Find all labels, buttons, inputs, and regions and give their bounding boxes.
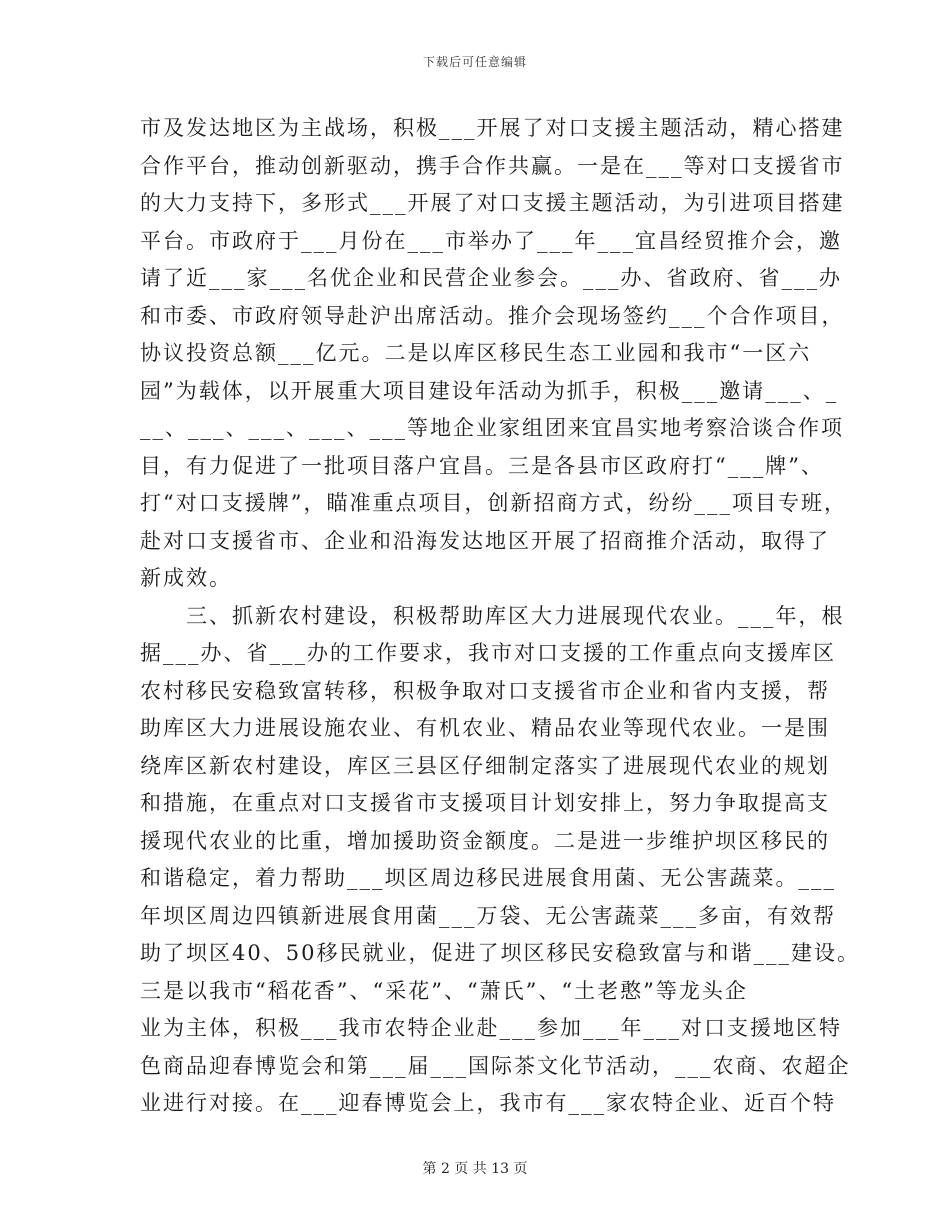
text-line: 园”为载体，以开展重大项目建设年活动为抓手，积极___邀请___、_ <box>140 378 839 403</box>
text-line: 三是以我市“稻花香”、“采花”、“萧氏”、“土老憨”等龙头企 <box>140 978 748 1003</box>
text-line: 和措施，在重点对口支援省市支援项目计划安排上，努力争取提高支 <box>140 791 830 815</box>
text-line: 援现代农业的比重，增加援助资金额度。二是进一步维护坝区移民的 <box>140 828 830 853</box>
text-line: 业为主体，积极___我市农特企业赴___参加___年___对口支援地区特 <box>140 1016 842 1040</box>
text-line: 合作平台，推动创新驱动，携手合作共赢。一是在___等对口支援省市 <box>140 153 845 178</box>
text-line: 助库区大力进展设施农业、有机农业、精品农业等现代农业。一是围 <box>140 716 830 740</box>
text-line: 协议投资总额___亿元。二是以库区移民生态工业园和我市“一区六 <box>140 341 812 365</box>
text-line: 农村移民安稳致富转移，积极争取对口支援省市企业和省内支援，帮 <box>140 678 830 703</box>
text-line: 和市委、市政府领导赴沪出席活动。推介会现场签约___个合作项目， <box>140 303 845 328</box>
text-line: 新成效。 <box>140 566 232 590</box>
text-line: 赴对口支援省市、企业和沿海发达地区开展了招商推介活动，取得了 <box>140 528 830 553</box>
text-line: 平台。市政府于___月份在___市举办了___年___宜昌经贸推介会，邀 <box>140 228 842 253</box>
text-line: 三、抓新农村建设，积极帮助库区大力进展现代农业。___年，根 <box>140 603 845 628</box>
text-line: 年坝区周边四镇新进展食用菌___万袋、无公害蔬菜___多亩，有效帮 <box>140 903 836 928</box>
text-line: 业进行对接。在___迎春博览会上，我市有___家农特企业、近百个特 <box>140 1091 836 1115</box>
text-line: __、___、___、___、___等地企业家组团来宜昌实地考察洽谈合作项 <box>140 416 844 440</box>
page-number-footer: 第 2 页 共 13 页 <box>422 1161 528 1177</box>
text-line: 色商品迎春博览会和第___届___国际茶文化节活动，___农商、农超企 <box>140 1053 851 1078</box>
text-line: 请了近___家___名优企业和民营企业参会。___办、省政府、省___办 <box>140 266 842 290</box>
text-line: 据___办、省___办的工作要求，我市对口支援的工作重点向支援库区 <box>140 641 836 665</box>
page-header-note: 下载后可任意编辑 <box>422 55 527 69</box>
text-line: 绕库区新农村建设，库区三县区仔细制定落实了进展现代农业的规划 <box>140 753 830 778</box>
text-line: 打“对口支援牌”，瞄准重点项目，创新招商方式，纷纷___项目专班， <box>140 491 847 515</box>
text-line: 助了坝区40、50移民就业，促进了坝区移民安稳致富与和谐___建设。 <box>140 941 860 965</box>
text-line: 市及发达地区为主战场，积极___开展了对口支援主题活动，精心搭建 <box>140 116 845 140</box>
text-line: 的大力支持下，多形式___开展了对口支援主题活动，为引进项目搭建 <box>140 191 845 215</box>
text-line: 目，有力促进了一批项目落户宜昌。三是各县市区政府打“___牌”、 <box>140 453 824 478</box>
document-body <box>140 110 860 1123</box>
text-line: 和谐稳定，着力帮助___坝区周边移民进展食用菌、无公害蔬菜。___ <box>140 866 836 890</box>
